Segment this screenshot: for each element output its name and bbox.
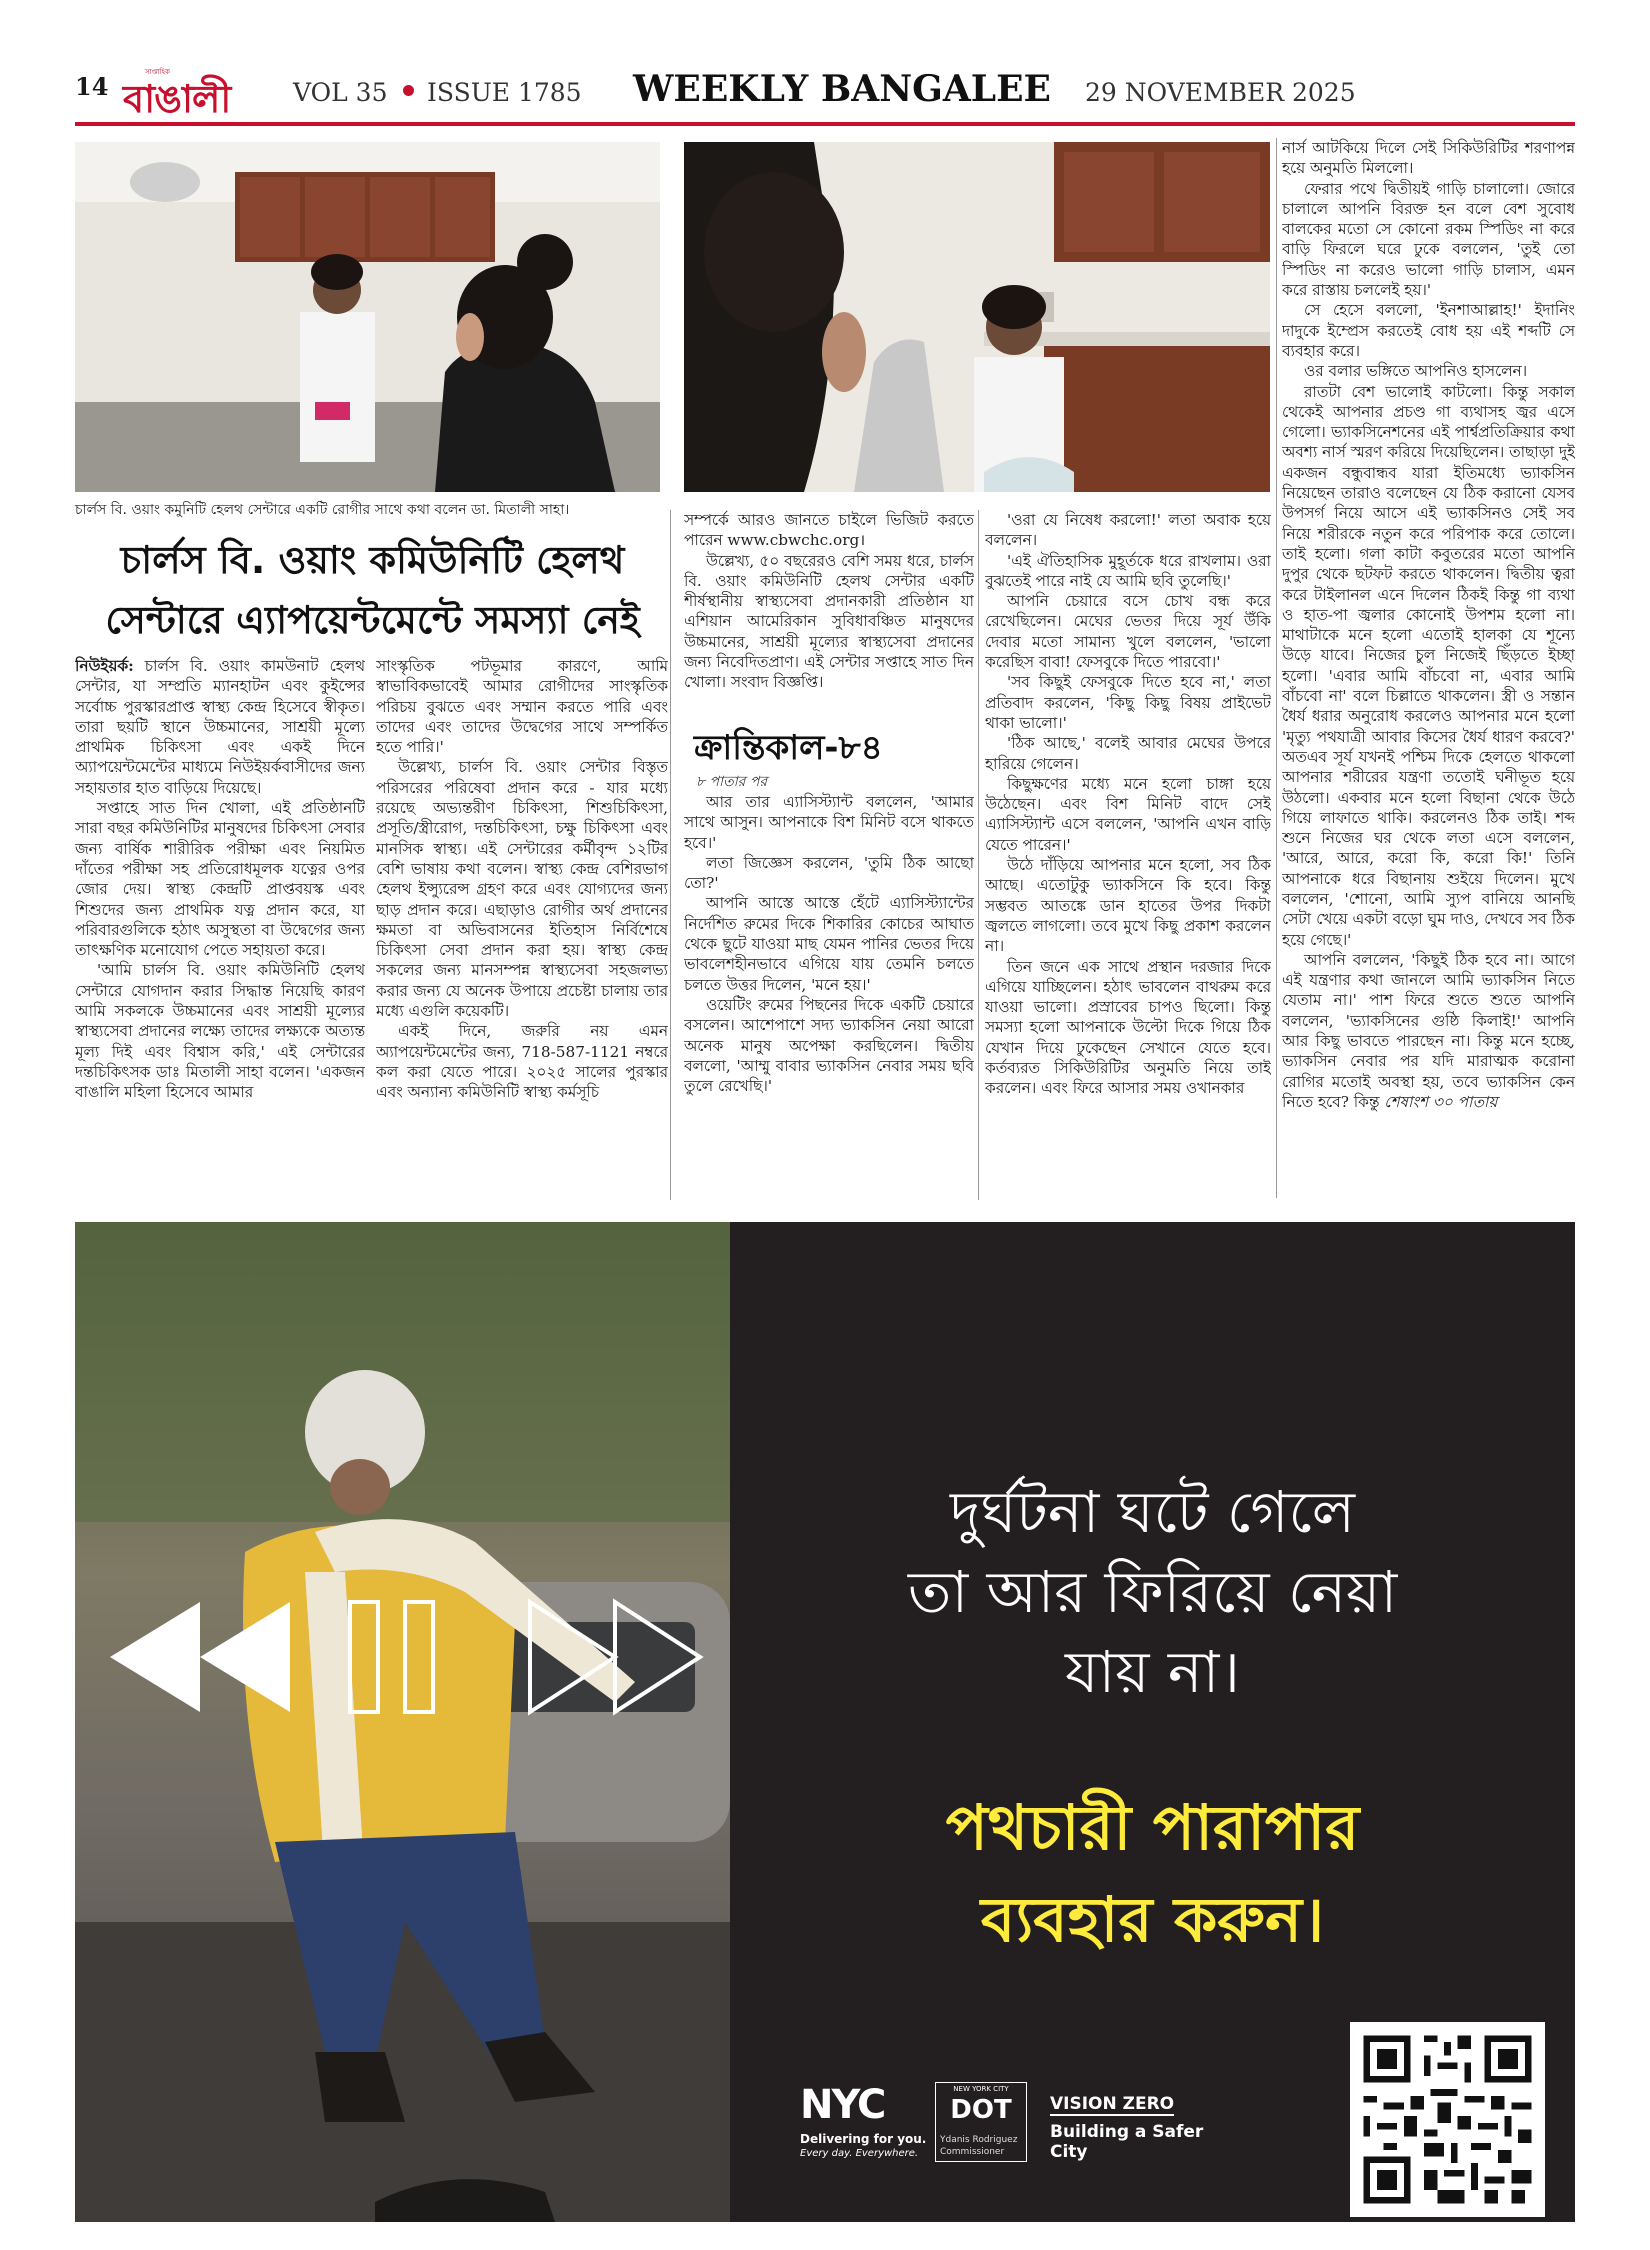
qr-code-icon[interactable] [1350, 2022, 1545, 2217]
serial-paragraph: লতা জিজ্ঞেস করলেন, 'তুমি ঠিক আছো তো?' [684, 853, 974, 893]
serial-title: ক্রান্তিকাল-৮৪ [694, 728, 883, 768]
photo-caption: চার্লস বি. ওয়াং কমুনিটি হেলথ সেন্টারে একটি রোগীর সাথে কথা বলেন ডা. মিতালী সাহা। [75, 502, 570, 518]
article-headline [75, 530, 670, 650]
column-divider [670, 510, 671, 1200]
ad-pedestrian-photo [75, 1222, 730, 2222]
column-divider [1276, 138, 1277, 1198]
dot-logo [935, 2082, 1027, 2162]
article-paragraph: একই দিনে, জরুরি নয় এমন অ্যাপয়েন্টমেন্টের জন্য, 718-587-1121 নম্বরে কল করা যেতে পারে। ২০২৫ সালের পুরস্কার এবং অন্যান্য কমিউনিটি স্বাস্থ্য কর্মসূচি [376, 1022, 668, 1102]
article-column-2 [376, 656, 668, 1196]
issue-label: ISSUE 1785 [427, 78, 582, 107]
serial-paragraph: রাতটা বেশ ভালোই কাটলো। কিন্তু সকাল থেকেই আপনার প্রচণ্ড গা ব্যথাসহ জ্বর এসে গেলো। ভ্যাকসিনেশনের এই পার্শ্বপ্রতিক্রিয়ার কথা অবশ্য নার্স স্মরণ করিয়ে দিয়েছিলেন। তাছাড়া দুই একজন বন্ধুবান্ধব যারা ইতিমধ্যে ভ্যাকসিন নিয়েছেন তারাও বলেছেন যে ঠিক করানো যেসব উপসর্গ নিয়ে আসে এই ভ্যাকসিনও সেই সব নিয়ে শরীরকে নতুন করে পরিপাক করে তোলে। তাই হলো। গলা কাটা কবুতরের মতো আপনি দুপুর থেকে ছটফট করতে থাকলেন। দ্বিতীয় ত্বরা করে টাইলানল এনে দিলেন ঠিকই কিন্তু গা ব্যথা ও হাত-পা জ্বলার কোনোই উপশম হলো না। মাথাটাকে মনে হলো এতোই হালকা যে শূন্যে উড়ে যাবে। নিজের চুল নিজেই ছিঁড়তে ইচ্ছা হলো। 'এবার আমি বাঁচবো না, এবার আমি বাঁচবো না' বলে চিল্লাতে থাকলেন। স্ত্রী ও সন্তান ধৈর্য ধরার অনুরোধ করলেও আপনার মনে হলো 'মৃত্যু পথযাত্রী আবার কিসের ধৈর্য ধারণ করবে?' অতএব সূর্য যখনই পশ্চিম দিকে হেলতে থাকলো আপনার শরীরের যন্ত্রণা ততোই ঘনীভূত হয়ে উঠলো। একবার মনে হলো বিছানা থেকে উঠে গিয়ে লাফাতে থাকি। করলেনও ঠিক তাই। শব্দ শুনে নিজের ঘর থেকে লতা এসে বললেন, 'আরে, আরে, করো কি, করো কি!' তিনি আপনাকে ধরে বিছানায় শুইয়ে দিলেন। মুখে বললেন, 'শোনো, আমি স্যুপ বানিয়ে আনছি সেটা খেয়ে একটা বড়ো ঘুম দাও, দেখবে সব ঠিক হয়ে গেছে।' [1282, 382, 1575, 949]
publication-date: 29 NOVEMBER 2025 [1085, 78, 1356, 107]
page-header [75, 66, 1575, 126]
article-paragraph [75, 656, 365, 798]
page-number: 14 [75, 72, 109, 101]
sponsor-logos [800, 2082, 1240, 2192]
volume-label: VOL 35 [293, 78, 388, 107]
article-paragraph: উল্লেখ্য, ৫০ বছরেরও বেশি সময় ধরে, চার্লস বি. ওয়াং কমিউনিটি হেলথ সেন্টার একটি শীর্ষস্থানীয় স্বাস্থ্যসেবা প্রদানকারী প্রতিষ্ঠান যা এশিয়ান আমেরিকান সুবিধাবঞ্চিত মানুষদের উচ্চমানের, সাশ্রয়ী মূল্যের স্বাস্থ্যসেবা প্রদানের জন্য নিবেদিতপ্রাণ। এই সেন্টার সপ্তাহে সাত দিন খোলা। সংবাদ বিজ্ঞপ্তি। [684, 551, 974, 692]
clinic-photo-right [684, 142, 1270, 492]
fast-forward-icon [525, 1592, 705, 1722]
ad-cta-line-1: পথচারী পারাপার [945, 1791, 1360, 1864]
paragraph-text: আপনি বললেন, 'কিছুই ঠিক হবে না। আগে এই যন্ত্রণার কথা জানলে আমি ভ্যাকসিন নিতে যেতাম না।' পাশ ফিরে শুতে শুতে আপনি বললেন, 'ভ্যাকসিনের গুষ্ঠি কিলাই!' আপনি আর কিছু ভাবতে পারছেন না। কিন্তু মনে হচ্ছে, ভ্যাকসিন নেবার পর যদি মারাত্মক করোনা রোগির মতোই অবস্থা হয়, তবে ভ্যাকসিন কেন নিতে হবে? কিন্তু [1282, 950, 1575, 1111]
ad-headline [730, 1472, 1575, 1712]
ad-cta-line-2: ব্যবহার করুন। [980, 1883, 1325, 1956]
serial-paragraph: ওর বলার ভঙ্গিতে আপনিও হাসলেন। [1304, 362, 1528, 381]
serial-paragraph: 'সব কিছুই ফেসবুকে দিতে হবে না,' লতা প্রতিবাদ করলেন, 'কিছু কিছু বিষয় প্রাইভেট থাকা ভালো।' [985, 673, 1271, 732]
serial-continued-from: ৮ পাতার পর [696, 774, 768, 790]
article-paragraph: সপ্তাহে সাত দিন খোলা, এই প্রতিষ্ঠানটি সারা বছর কমিউনিটির মানুষদের চিকিৎসা সেবার জন্য বার্ষিক শারীরিক পরীক্ষা এবং নিয়মিত দাঁতের পরীক্ষা সহ প্রতিরোধমূলক যত্নের ওপর জোর দেয়। স্বাস্থ্য কেন্দ্রটি প্রাপ্তবয়স্ক এবং শিশুদের জন্য প্রাথমিক যত্ন প্রদান করে, যা পরিবারগুলিকে হঠাৎ অসুস্থতা বা উদ্বেগের জন্য তাৎক্ষণিক মনোযোগ পেতে সহায়তা করে। [75, 799, 365, 960]
paper-name: WEEKLY BANGALEE [633, 68, 1051, 110]
dot-logo-top: NEW YORK CITY [953, 2085, 1009, 2093]
serial-paragraph: উঠে দাঁড়িয়ে আপনার মনে হলো, সব ঠিক আছে। এতোটুকু ভ্যাকসিনে কি হবে। কিন্তু সম্ভবত আতঙ্কে ডান হাতের উপর দিকটা জ্বলতে লাগলো। তবে মুখে কিছু প্রকাশ করলেন না। [985, 856, 1271, 956]
dot-logo-word: DOT [950, 2095, 1012, 2125]
pedestrian-safety-ad [75, 1222, 1575, 2250]
ad-call-to-action [730, 1782, 1575, 1966]
serial-paragraph [1282, 950, 1575, 1112]
column-divider [978, 510, 979, 1200]
article-paragraph: সাংস্কৃতিক পটভূমার কারণে, আমি স্বাভাবিকভাবেই আমার রোগীদের সাংস্কৃতিক পরিচয় বুঝতে এবং সম্মান করতে পারি এবং তাদের এবং তাদের উদ্বেগের সাথে সম্পর্কিত হতে পারি।' [376, 657, 668, 757]
serial-column-2 [985, 510, 1271, 1200]
separator-dot-icon [403, 85, 414, 96]
serial-paragraph: আর তার এ্যাসিস্ট্যান্ট বললেন, 'আমার সাথে আসুন। আপনাকে বিশ মিনিট বসে থাকতে হবে।' [684, 793, 974, 852]
masthead-logo [123, 66, 273, 121]
serial-column-1 [684, 792, 974, 1200]
masthead-small-text: সাপ্তাহিক [145, 68, 171, 76]
nyc-logo: NYC [800, 2082, 885, 2128]
serial-paragraph: আপনি আস্তে আস্তে হেঁটে এ্যাসিস্ট্যান্টের নির্দেশিত রুমের দিকে শিকারির কোচের আঘাত থেকে ছুটে যাওয়া মাছ যেমন পানির ভেতর দিয়ে ভাবলেশহীনভাবে এগিয়ে যায় তেমনি চলতে চলতে উত্তর দিলেন, 'মনে হয়।' [684, 894, 974, 994]
dot-commissioner-title: Commissioner [940, 2147, 1005, 2157]
headline-line-1: চার্লস বি. ওয়াং কমিউনিটি হেলথ [120, 538, 625, 582]
rewind-icon [105, 1592, 295, 1722]
dot-commissioner-name: Ydanis Rodriguez [940, 2135, 1018, 2145]
vision-zero-tagline: Building a Safer City [1050, 2122, 1204, 2162]
continued-on-note: শেষাংশ ৩০ পাতায় [1384, 1092, 1498, 1111]
article-paragraph: উল্লেখ্য, চার্লস বি. ওয়াং সেন্টার বিস্তৃত পরিসরের পরিষেবা প্রদান করে - যার মধ্যে রয়েছে অভ্যন্তরীণ চিকিৎসা, শিশুচিকিৎসা, প্রসূতি/স্ত্রীরোগ, দন্তচিকিৎসা, চক্ষু চিকিৎসা এবং মানসিক স্বাস্থ্য। এই সেন্টারের কর্মীবৃন্দ ১২টির বেশি ভাষায় কথা বলেন। স্বাস্থ্য কেন্দ্র বেশিরভাগ হেলথ ইন্স্যুরেন্স গ্রহণ করে এবং যোগ্যদের জন্য ছাড় প্রদান করে। এছাড়াও রোগীর অর্থ প্রদানের ক্ষমতা বা অভিবাসনের ইতিহাস নির্বিশেষে চিকিৎসা সেবা প্রদান করা হয়। স্বাস্থ্য কেন্দ্র সকলের জন্য মানসম্পন্ন স্বাস্থ্যসেবা সহজলভ্য করার জন্য যে অনেক উপায়ে প্রচেষ্টা চালায় তার মধ্যে এগুলি কয়েকটি। [376, 758, 668, 1021]
serial-paragraph: ফেরার পথে দ্বিতীয়ই গাড়ি চালালো। জোরে চালালে আপনি বিরক্ত হন বলে বেশ সুবোধ বালকের মতো সে কোনো রকম স্পিডিং না করে বাড়ি ফিরলে ঘরে ঢুকে বললেন, 'তুই তো স্পিডিং না করেও ভালো গাড়ি চালাস, এমন করে রাস্তায় চললেই হয়।' [1282, 179, 1575, 300]
ad-headline-line-1: দুর্ঘটনা ঘটে গেলে [949, 1478, 1355, 1546]
dateline: নিউইয়র্ক: [75, 657, 134, 675]
serial-paragraph: নার্স আটকিয়ে দিলে সেই সিকিউরিটির শরণাপন্ন হয়ে অনুমতি মিললো। [1282, 139, 1575, 178]
serial-paragraph: আপনি চেয়ারে বসে চোখ বন্ধ করে রেখেছিলেন। মেঘের ভেতর দিয়ে সূর্য উঁকি দেবার মতো সামান্য খুলে বললেন, 'ভালো করেছিস বাবা! ফেসবুকে দিতে পারবো।' [985, 592, 1271, 672]
paragraph-text: চার্লস বি. ওয়াং কামউনাট হেলথ সেন্টার, যা সম্প্রতি ম্যানহাটন এবং কুইন্সের সর্বোচ্চ পুরস্কারপ্রাপ্ত স্বাস্থ্য কেন্দ্র হিসেবে স্বীকৃত। তারা ছয়টি স্থানে উচ্চমানের, সাশ্রয়ী মূল্যে প্রাথমিক চিকিৎসা এবং একই দিনে অ্যাপয়েন্টমেন্টের মাধ্যমে নিউইয়র্কবাসীদের জন্য সহায়তার হাত বাড়িয়ে দিয়েছে। [75, 657, 365, 797]
ad-headline-line-2: তা আর ফিরিয়ে নেয়া [907, 1558, 1398, 1626]
ad-text-panel [730, 1222, 1575, 2222]
article-column-1 [75, 656, 365, 1196]
ad-headline-line-3: যায় না। [1064, 1638, 1240, 1706]
headline-line-2: সেন্টারে এ্যাপয়েন্টমেন্টে সমস্যা নেই [105, 598, 640, 642]
serial-paragraph: 'ঠিক আছে,' বলেই আবার মেঘের উপরে হারিয়ে গেলেন। [985, 734, 1271, 773]
pause-icon [345, 1597, 440, 1717]
serial-paragraph: ওয়েটিং রুমের পিছনের দিকে একটি চেয়ারে বসলেন। আশেপাশে সদ্য ভ্যাকসিন নেয়া আরো অনেক মানুষ অপেক্ষা করছিলেন। দ্বিতীয় বললো, 'আম্মু বাবার ভ্যাকসিন নেবার সময় ছবি তুলে রেখেছি।' [684, 995, 974, 1096]
article-paragraph: 'আমি চার্লস বি. ওয়াং কমিউনিটি হেলথ সেন্টারে যোগদান করার সিদ্ধান্ত নিয়েছি কারণ আমি সকলকে উচ্চমানের এবং সাশ্রয়ী মূল্যের স্বাস্থ্যসেবা প্রদানের লক্ষ্যে তাদের লক্ষ্যকে অত্যন্ত মূল্য দিই এবং বিশ্বাস করি,' এই সেন্টারের দন্তচিকিৎসক ডাঃ মিতালী সাহা বলেন। 'একজন বাঙালি মহিলা হিসেবে আমার [75, 961, 365, 1102]
nyc-subtagline: Every day. Everywhere. [800, 2148, 919, 2159]
vision-zero-logo: VISION ZERO [1050, 2094, 1175, 2114]
article-paragraph: সম্পর্কে আরও জানতে চাইলে ভিজিট করতে পারেন www.cbwchc.org। [684, 511, 974, 550]
nyc-tagline: Delivering for you. [800, 2132, 927, 2146]
clinic-photo-left [75, 142, 660, 492]
serial-paragraph: 'ওরা যে নিষেধ করলো!' লতা অবাক হয়ে বললেন। [985, 511, 1271, 550]
header-rule [75, 122, 1575, 126]
serial-paragraph: 'এই ঐতিহাসিক মুহূর্তকে ধরে রাখলাম। ওরা বুঝতেই পারে নাই যে আমি ছবি তুলেছি।' [985, 551, 1271, 590]
serial-paragraph: সে হেসে বললো, 'ইনশাআল্লাহ!' ইদানিং দাদুকে ইম্প্রেস করতেই বোধ হয় এই শব্দটি সে ব্যবহার করে। [1282, 301, 1575, 360]
article-column-3 [684, 510, 974, 710]
serial-paragraph: কিছুক্ষণের মধ্যে মনে হলো চাঙ্গা হয়ে উঠেছেন। এবং বিশ মিনিট বাদে সেই এ্যাসিস্ট্যান্ট এসে বললেন, 'আপনি এখন বাড়ি যেতে পারেন।' [985, 774, 1271, 854]
serial-paragraph: তিন জনে এক সাথে প্রস্থান দরজার দিকে এগিয়ে যাচ্ছিলেন। হঠাৎ ভাবলেন বাথরুম করে যাওয়া ভালো। প্রস্রাবের চাপও ছিলো। কিন্তু সমস্যা হলো আপনাকে উল্টো দিকে গিয়ে ঠিক যেখান দিয়ে ঢুকেছেন সেখানে যেতে হবে। কর্তব্যরত সিকিউরিটির অনুমতি নিয়ে তাই করলেন। এবং ফিরে আসার সময় ওখানকার [985, 957, 1271, 1098]
serial-column-3 [1282, 138, 1575, 1198]
masthead-title: বাঙালী [123, 77, 231, 121]
